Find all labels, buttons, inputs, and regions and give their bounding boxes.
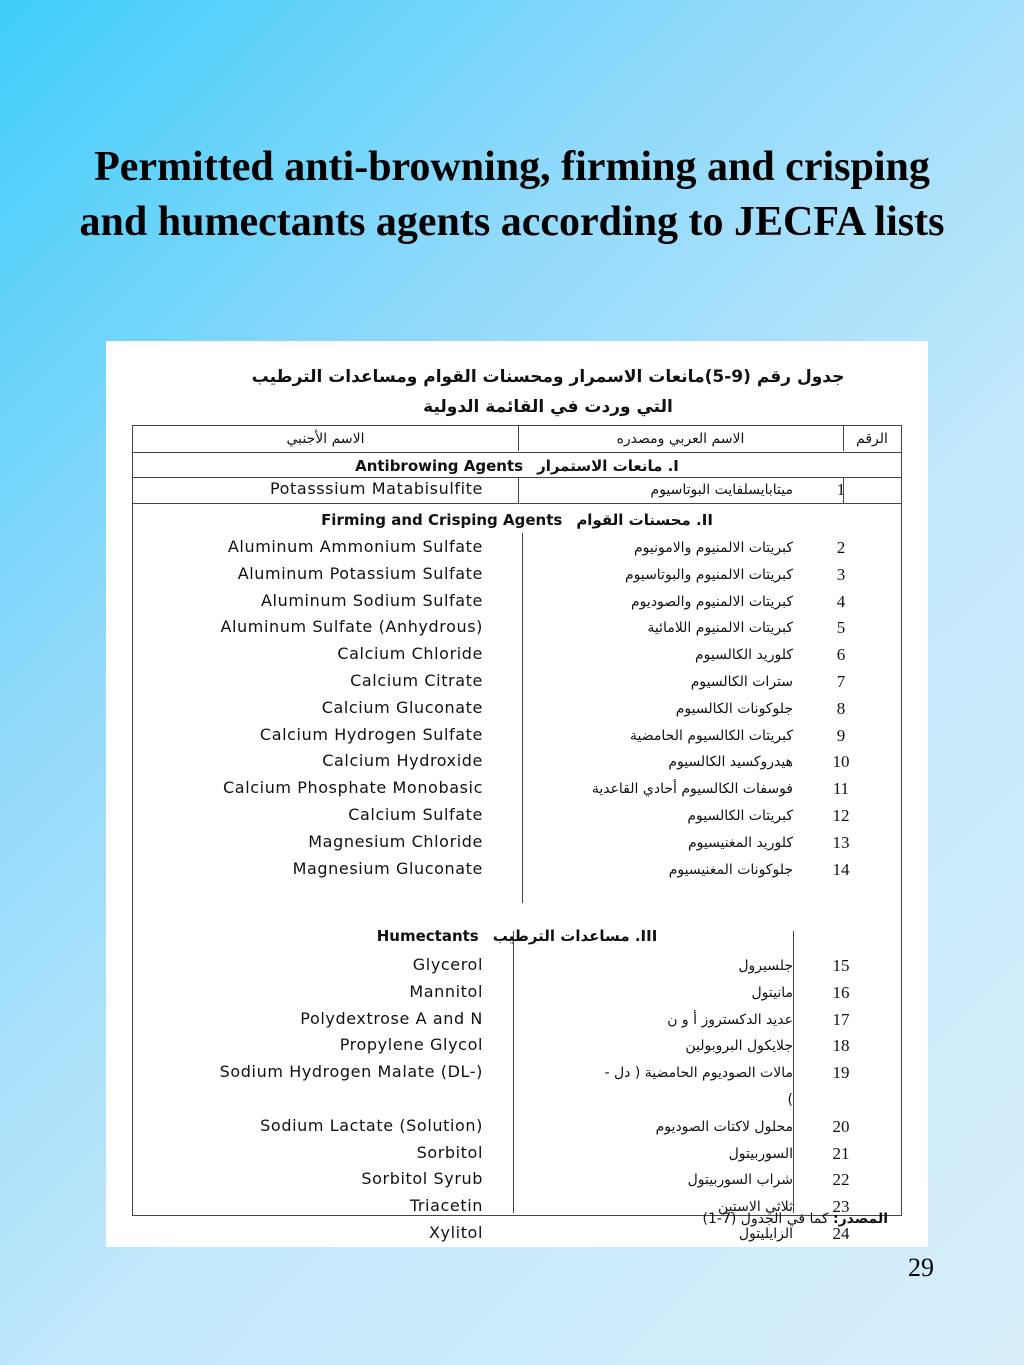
table-row <box>133 698 901 725</box>
row-number: 4 <box>836 591 846 611</box>
section-heading <box>133 927 901 945</box>
table-header-row <box>133 425 901 453</box>
table-row <box>133 1143 901 1170</box>
substance-name-ar: هيدروكسيد الكالسيوم <box>668 754 793 771</box>
row-number: 24 <box>832 1224 850 1243</box>
substance-name-en: Calcium Chloride <box>337 644 483 664</box>
table-row <box>133 832 901 859</box>
table-row <box>133 982 901 1009</box>
table-caption-line1: جدول رقم (9-5)مانعات الاسمرار ومحسنات القوام ومساعدات الترطيب <box>251 367 845 387</box>
substance-name-en: Sodium Lactate (Solution) <box>260 1115 483 1135</box>
row-number: 19 <box>832 1063 850 1083</box>
table-row <box>133 1116 901 1143</box>
section-title-ar: I. مانعات الاستمرار <box>537 457 679 475</box>
substance-name-ar: كلوريد المغنيسيوم <box>687 834 793 851</box>
table-row <box>133 1062 901 1089</box>
row-number: 10 <box>832 752 850 772</box>
substance-name-ar: كبريتات الالمنيوم والبوتاسيوم <box>624 566 793 583</box>
substance-name-ar: كبريتات الالمنيوم والصوديوم <box>631 593 793 610</box>
table-row <box>133 671 901 698</box>
substance-name-ar: كبريتات الكالسيوم الحامضية <box>630 727 793 744</box>
substance-name-ar: جلسيرول <box>738 958 793 974</box>
substance-name-en: Sorbitol <box>416 1142 483 1162</box>
row-number: 7 <box>836 672 846 691</box>
substance-name-en: Aluminum Sodium Sulfate <box>261 590 483 610</box>
substance-name-en: Triacetin <box>409 1196 483 1216</box>
table-source-note <box>703 1211 888 1227</box>
header-arabic-name: الاسم العربي ومصدره <box>616 431 745 447</box>
substance-name-en: Polydextrose A and N <box>300 1008 483 1028</box>
row-number: 17 <box>832 1009 850 1029</box>
substance-name-ar: السوربيتول <box>728 1145 793 1162</box>
row-number: 3 <box>836 564 846 584</box>
section-heading <box>133 511 901 529</box>
table-row <box>133 564 901 591</box>
substance-name-ar: ثلاثي الاستين <box>718 1199 793 1216</box>
header-divider <box>843 425 844 451</box>
row-number: 2 <box>836 538 846 557</box>
substance-name-ar: ميتابايسلفايت البوتاسيوم <box>650 482 793 498</box>
table-row <box>133 805 901 832</box>
substance-name-en: Aluminum Ammonium Sulfate <box>227 537 483 556</box>
substance-name-ar: جلايكول البروبولين <box>685 1038 793 1055</box>
row-number: 6 <box>836 645 846 665</box>
header-foreign-name: الاسم الأجنبي <box>286 431 365 447</box>
substance-name-en: Calcium Phosphate Monobasic <box>223 778 483 798</box>
slide-title: Permitted anti-browning, firming and crisping and humectants agents according to JECFA lists <box>79 144 945 245</box>
row-number: 9 <box>836 725 846 745</box>
substance-name-ar: جلوكونات الكالسيوم <box>675 700 793 717</box>
row-number: 16 <box>832 982 850 1002</box>
scanned-table-image <box>106 341 928 1247</box>
substance-name-ar: كبريتات الكالسيوم <box>687 808 793 824</box>
section-title-en: Humectants <box>376 927 479 945</box>
substance-name-en: Aluminum Potassium Sulfate <box>237 563 483 583</box>
table-row <box>133 955 901 982</box>
table-row <box>133 591 901 618</box>
substance-name-en: Propylene Glycol <box>339 1035 483 1055</box>
table-row-continuation <box>133 1089 901 1116</box>
substance-name-en: Sodium Hydrogen Malate (DL-) <box>219 1062 483 1082</box>
row-number: 20 <box>832 1116 850 1136</box>
substance-name-en: Aluminum Sulfate (Anhydrous) <box>220 617 483 637</box>
substance-name-ar: شراب السوربيتول <box>687 1172 793 1189</box>
row-number: 22 <box>832 1170 850 1190</box>
substance-name-en: Calcium Citrate <box>350 671 483 690</box>
substance-name-ar: مانيتول <box>751 984 793 1001</box>
substance-name-en: Xylitol <box>428 1223 483 1242</box>
row-number: 8 <box>836 698 846 718</box>
substance-name-en: Mannitol <box>409 981 483 1001</box>
row-number: 23 <box>832 1197 850 1217</box>
row-number: 18 <box>832 1036 850 1056</box>
table-row <box>133 778 901 805</box>
substance-name-ar: كبريتات الالمنيوم والامونيوم <box>633 540 793 556</box>
row-number: 14 <box>832 859 850 879</box>
table-row <box>133 617 901 644</box>
substance-name-ar: جلوكونات المغنيسيوم <box>668 861 793 878</box>
source-label: المصدر: <box>833 1211 888 1227</box>
section-title-en: Antibrowing Agents <box>355 457 524 475</box>
substance-name-ar: مالات الصوديوم الحامضية ( دل - <box>604 1065 793 1082</box>
row-number: 13 <box>832 832 850 852</box>
substance-name-en: Calcium Hydrogen Sulfate <box>259 724 483 744</box>
section-title-ar: II. محسنات القوام <box>576 511 713 529</box>
substance-name-en: Sorbitol Syrub <box>361 1169 483 1189</box>
row-number: 15 <box>832 956 850 975</box>
substance-name-en: Magnesium Chloride <box>308 831 483 851</box>
section-title-ar: III. مساعدات الترطيب <box>492 927 658 945</box>
substance-name-ar: كبريتات الالمنيوم اللامائية <box>647 620 793 637</box>
substance-name-ar-continued: ) <box>787 1092 793 1108</box>
substance-name-en: Glycerol <box>412 955 483 974</box>
substance-name-en: Magnesium Gluconate <box>292 858 483 878</box>
row-number: 5 <box>836 618 846 638</box>
table-row <box>133 725 901 752</box>
table-row <box>133 479 901 506</box>
substance-name-en: Potasssium Matabisulfite <box>269 479 483 498</box>
substance-name-ar: فوسفات الكالسيوم أحادي القاعدية <box>591 781 793 798</box>
table-row <box>133 1035 901 1062</box>
table-row <box>133 537 901 564</box>
substance-name-ar: الزايليتول <box>738 1226 793 1242</box>
table-row <box>133 751 901 778</box>
section-title-en: Firming and Crisping Agents <box>321 511 563 529</box>
table-row <box>133 644 901 671</box>
substance-name-ar: سترات الكالسيوم <box>690 674 793 690</box>
row-number: 11 <box>832 779 850 799</box>
header-divider <box>518 425 519 451</box>
substance-name-en: Calcium Hydroxide <box>322 751 483 771</box>
substance-name-ar: كلوريد الكالسيوم <box>694 647 793 664</box>
table-row <box>133 1169 901 1196</box>
substance-name-ar: عديد الدكستروز أ و ن <box>667 1011 793 1028</box>
row-separator <box>133 477 901 478</box>
row-number: 1 <box>836 480 846 499</box>
section-heading <box>133 457 901 475</box>
substance-name-en: Calcium Gluconate <box>321 697 483 717</box>
page-number: 29 <box>908 1253 934 1282</box>
substance-name-en: Calcium Sulfate <box>348 805 483 824</box>
header-number: الرقم <box>856 431 888 447</box>
substance-name-ar: محلول لاكتات الصوديوم <box>655 1118 793 1135</box>
table-row <box>133 1009 901 1036</box>
table-caption-line2: التي وردت في القائمة الدولية <box>423 397 673 417</box>
row-number: 12 <box>832 806 850 825</box>
source-text: كما في الجدول (7-1) <box>702 1211 829 1227</box>
table-row <box>133 859 901 886</box>
row-number: 21 <box>832 1143 850 1163</box>
